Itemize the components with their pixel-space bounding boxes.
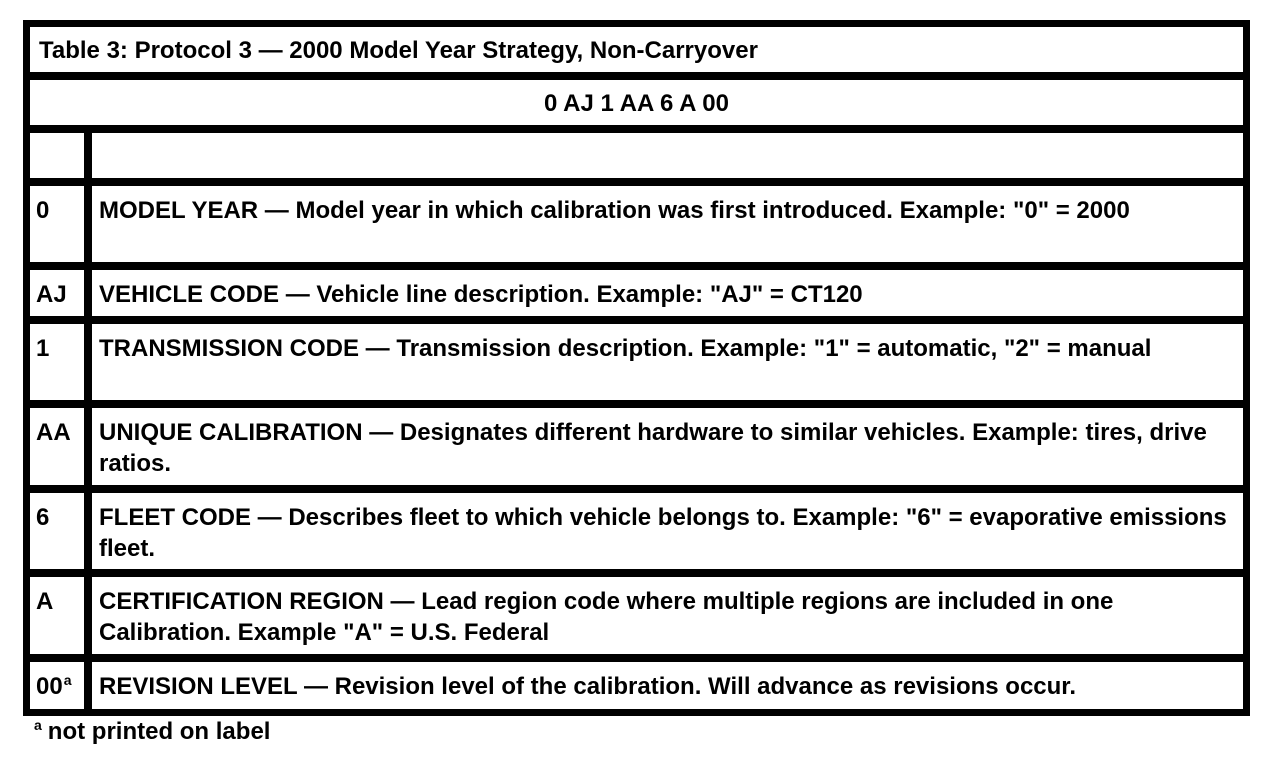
- row-description: VEHICLE CODE — Vehicle line description. Example: "AJ" = CT120: [92, 270, 1243, 316]
- blank-description-cell: [92, 133, 1243, 178]
- table-title: Table 3: Protocol 3 — 2000 Model Year Strategy, Non-Carryover: [30, 27, 1243, 72]
- row-code: 1: [30, 324, 84, 400]
- table-footnote: [33, 716, 270, 747]
- footnote-text: not printed on label: [47, 718, 271, 745]
- row-description: FLEET CODE — Describes fleet to which vehicle belongs to. Example: "6" = evaporative emissions fleet.: [92, 493, 1243, 569]
- row-code: AJ: [30, 270, 84, 316]
- footnote-marker: a: [63, 672, 72, 688]
- row-code: 6: [30, 493, 84, 569]
- blank-code-cell: [30, 133, 84, 178]
- row-description: UNIQUE CALIBRATION — Designates different hardware to similar vehicles. Example: tires, drive ratios.: [92, 408, 1243, 485]
- calibration-code-string: 0 AJ 1 AA 6 A 00: [30, 80, 1243, 125]
- row-code: AA: [30, 408, 84, 485]
- row-code: [30, 662, 84, 709]
- row-description: MODEL YEAR — Model year in which calibration was first introduced. Example: "0" = 2000: [92, 186, 1243, 262]
- protocol-table: [23, 20, 1250, 716]
- row-description: TRANSMISSION CODE — Transmission description. Example: "1" = automatic, "2" = manual: [92, 324, 1243, 400]
- row-description: REVISION LEVEL — Revision level of the calibration. Will advance as revisions occur.: [92, 662, 1243, 709]
- row-code: 0: [30, 186, 84, 262]
- footnote-marker: a: [34, 717, 42, 733]
- row-code-text: 00: [36, 673, 63, 700]
- row-description: CERTIFICATION REGION — Lead region code where multiple regions are included in one Calibration. Example "A" = U.S. Federal: [92, 577, 1243, 654]
- row-code: A: [30, 577, 84, 654]
